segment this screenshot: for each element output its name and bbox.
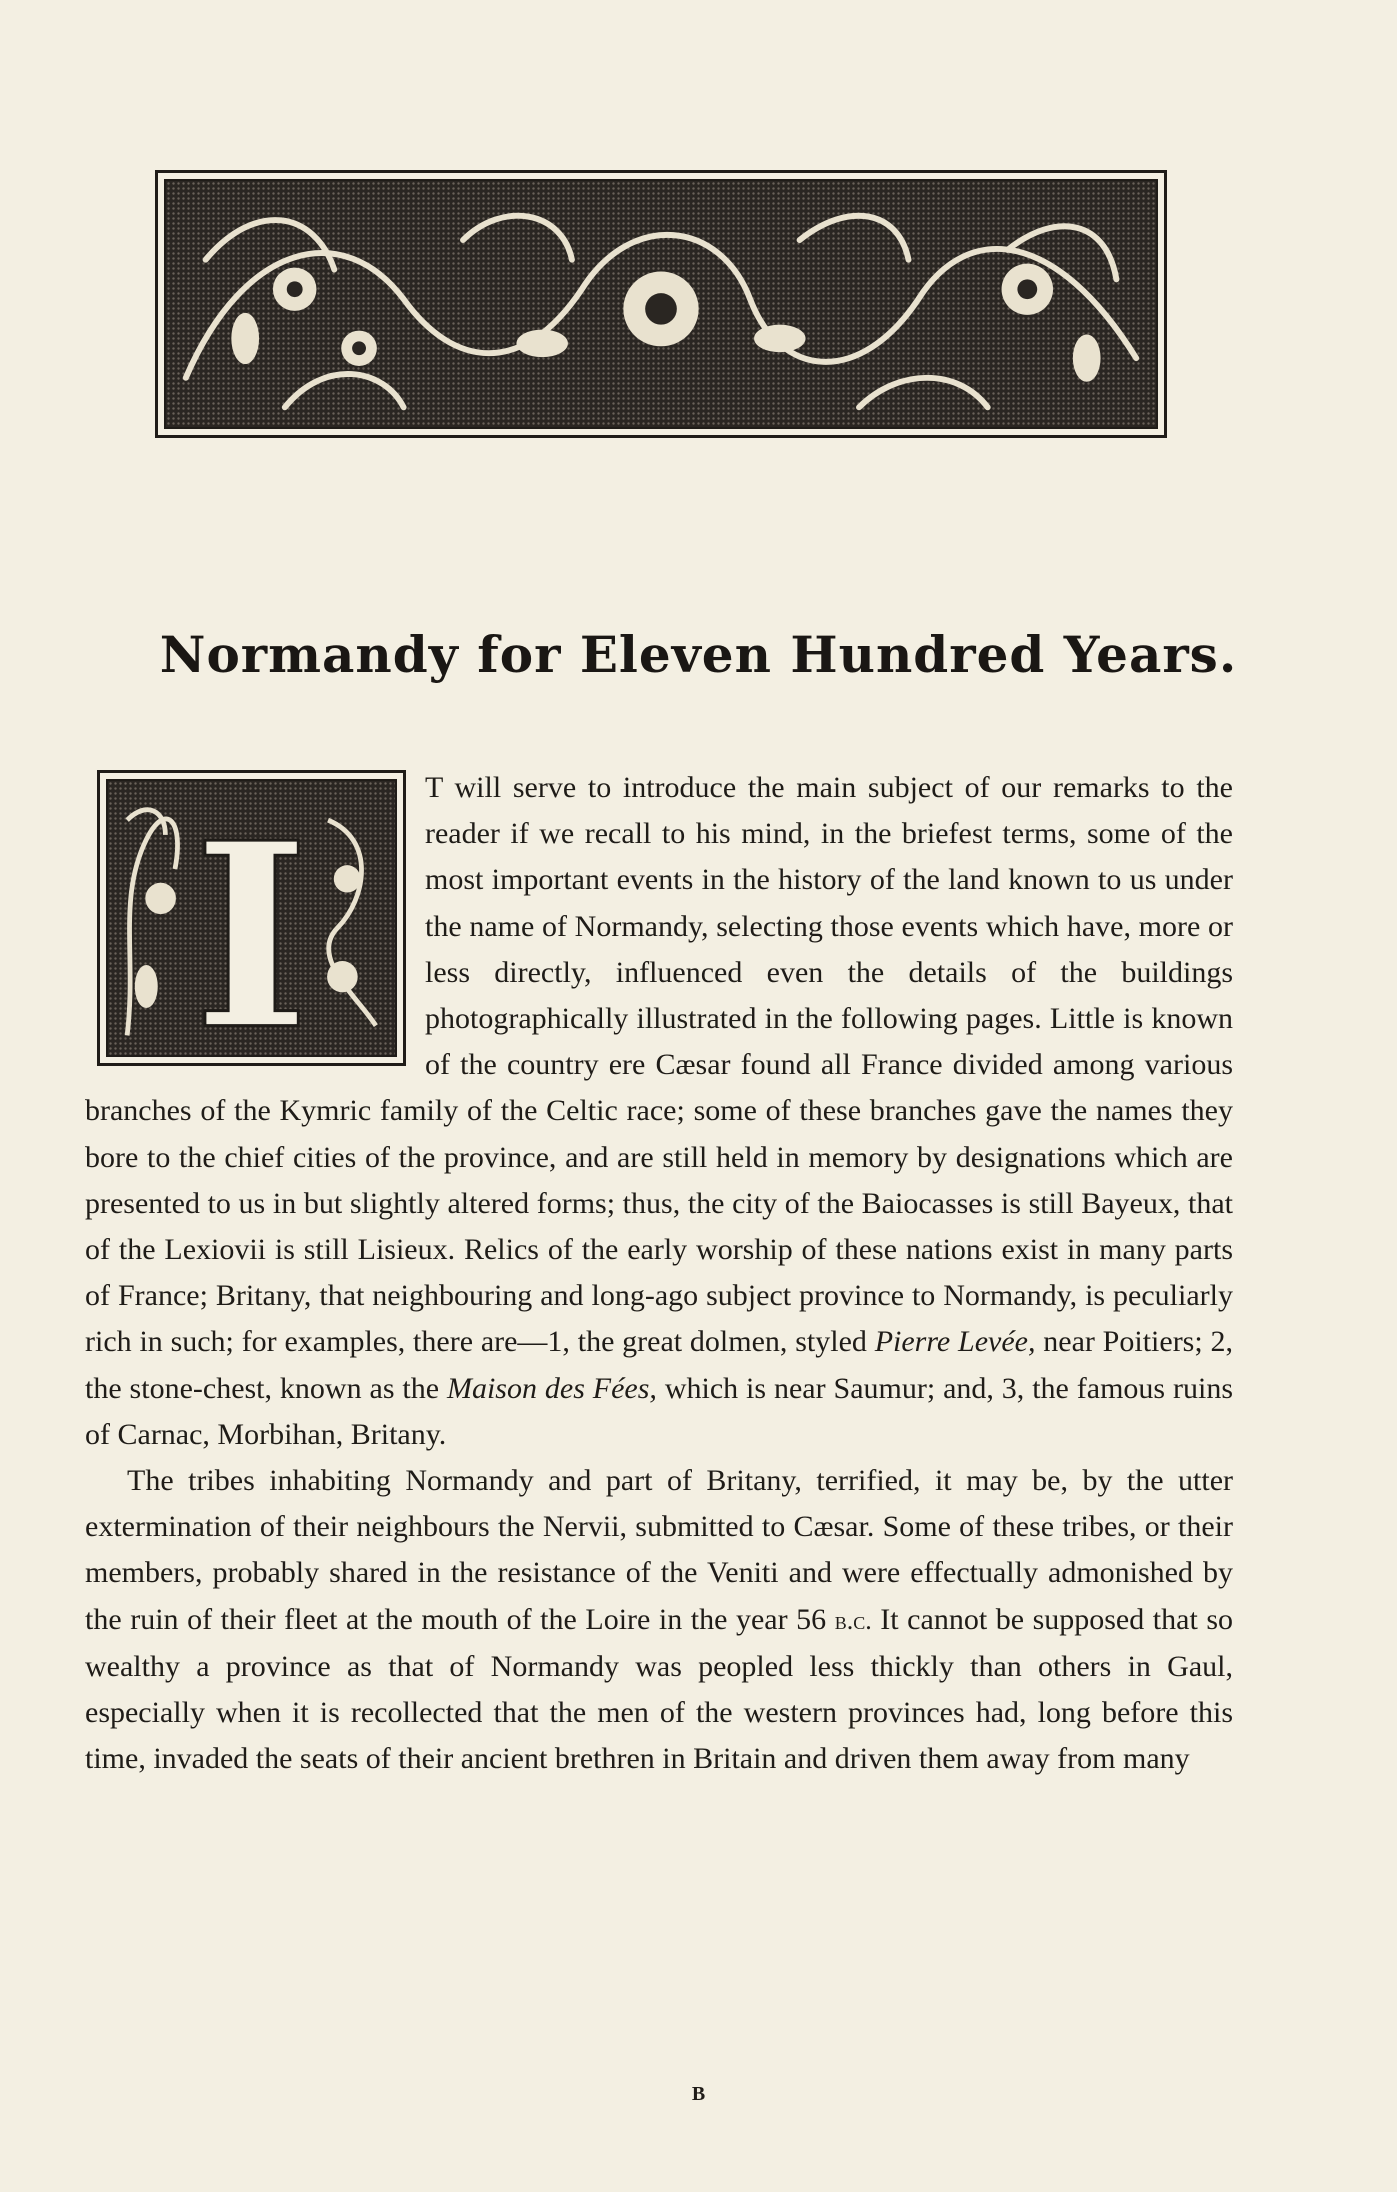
- floral-ornament-icon: [166, 181, 1156, 427]
- drop-cap-letter: I: [193, 787, 310, 1055]
- body-text: [85, 765, 1233, 1782]
- drop-cap-spacer: [85, 765, 425, 1087]
- paragraph: T will serve to introduce the main subject of our remarks to the reader if we recall to his mind, in the briefest terms, some of the most important events in the history of the land known to us under the name of Normandy, selecting those events which have, more or less directly, influenced even the details of the buildings photographically illustrated in the following pages. Little is known of the country ere Cæsar found all France divided among various branches of the Kymric family of the Celtic race; some of these branches gave the names they bore to the chief cities of the province, and are still held in memory by designations which are presented to us in but slightly altered forms; thus, the city of the Baiocasses is still Bayeux, that of the Lexiovii is still Lisieux. Relics of the early worship of these nations exist in many parts of France; Britany, that neighbouring and long-ago subject province to Normandy, is peculiarly rich in such; for examples, there are—1, the great dolmen, styled Pierre Levée, near Poitiers; 2, the stone-chest, known as the Maison des Fées, which is near Saumur; and, 3, the famous ruins of Carnac, Morbihan, Britany.: [85, 771, 1234, 1451]
- signature-mark: B: [691, 2083, 706, 2105]
- headpiece-ornament: [155, 170, 1167, 438]
- paragraph: The tribes inhabiting Normandy and part of Britany, terrified, it may be, by the utter extermination of their neighbours the Nervii, submitted to Cæsar. Some of these tribes, or their members, probably shared in the resistance of the Veniti and were effectually admonished by the ruin of their fleet at the mouth of the Loire in the year 56 b.c. It cannot be supposed that so wealthy a province as that of Normandy was peopled less thickly than others in Gaul, especially when it is recollected that the men of the western provinces had, long before this time, invaded the seats of their ancient brethren in Britain and driven them away from many: [85, 1464, 1234, 1776]
- chapter-title: Normandy for Eleven Hundred Years.: [159, 625, 1238, 684]
